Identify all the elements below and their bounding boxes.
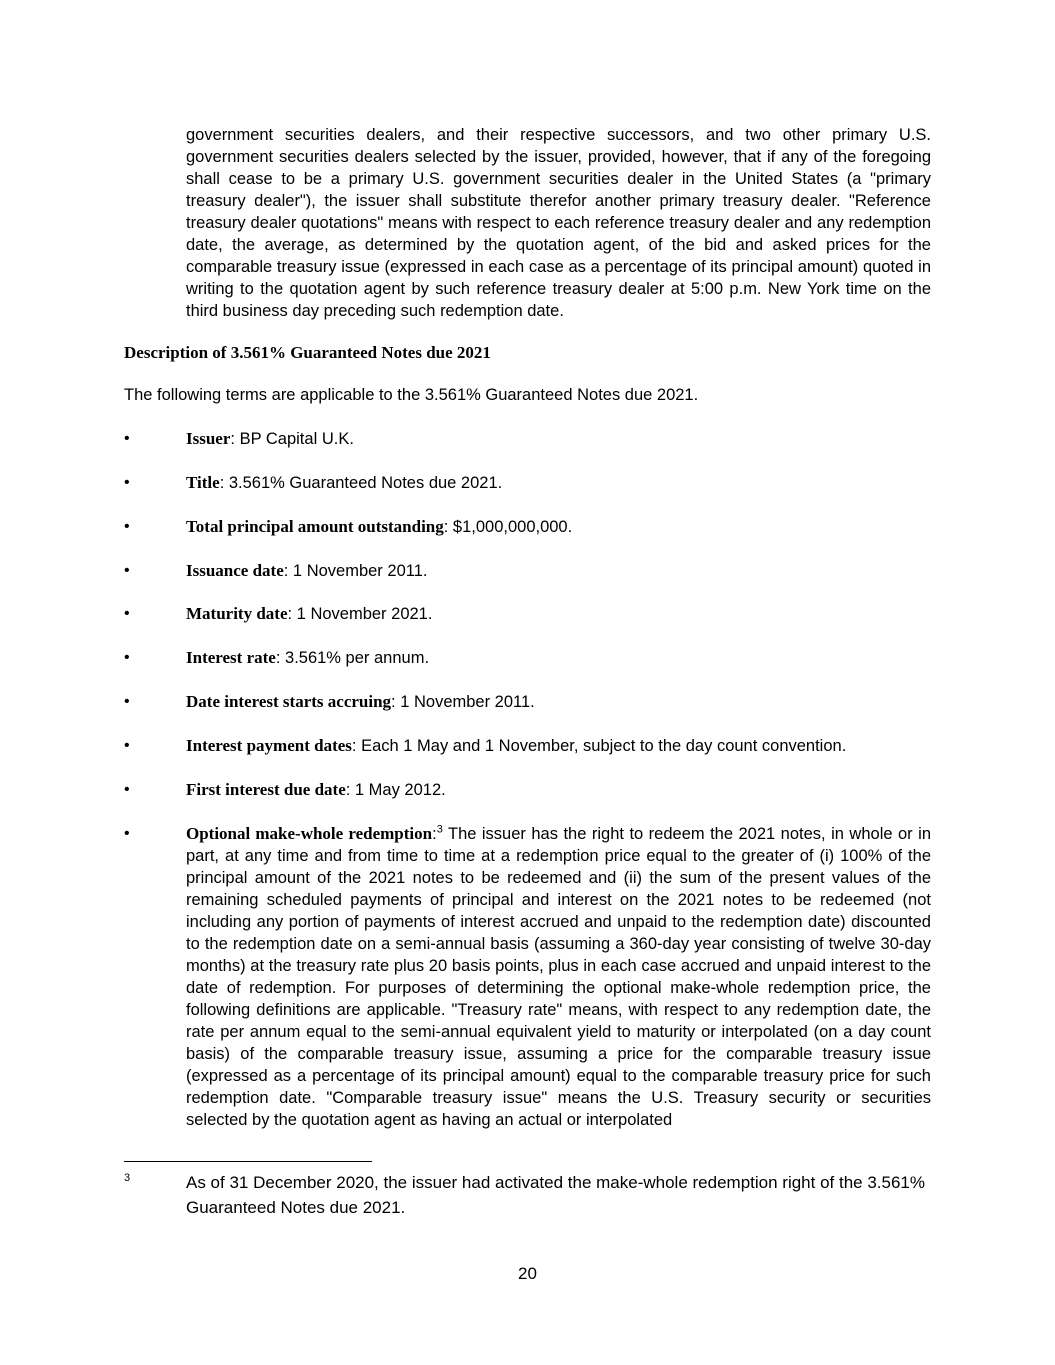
term-label: Interest rate xyxy=(186,648,276,667)
term-label: Total principal amount outstanding xyxy=(186,517,444,536)
bullet-icon: • xyxy=(124,693,130,710)
footnote-separator xyxy=(124,1161,372,1162)
term-label: Issuance date xyxy=(186,561,284,580)
term-label: Issuer xyxy=(186,429,231,448)
bullet-icon: • xyxy=(124,781,130,798)
footnote-reference[interactable]: 3 xyxy=(436,823,443,836)
term-value: : $1,000,000,000. xyxy=(443,518,573,536)
term-value: : 1 November 2021. xyxy=(287,605,433,623)
footnote-text: As of 31 December 2020, the issuer had activated the make-whole redemption right of the 3.561% Guaranteed Notes due 2021. xyxy=(186,1173,925,1217)
bullet-icon: • xyxy=(124,825,130,842)
term-value: : 3.561% per annum. xyxy=(275,649,430,667)
term-value: The issuer has the right to redeem the 2021 notes, in whole or in part, at any time and from time to time at a redemption price equal to the greater of (i) 100% of the principal amount of the 2021 notes to be redeemed and (ii) the sum of the present values of the remaining scheduled payments of principal and interest on the 2021 notes to be redeemed (not including any portion of payments of interest accrued and unpaid to the redemption date) discounted to the redemption date on a semi-annual basis (assuming a 360-day year consisting of twelve 30-day months) at the treasury rate plus 20 basis points, plus in each case accrued and unpaid interest to the date of redemption. For purposes of determining the optional make-whole redemption price, the following definitions are applicable. "Treasury rate" means, with respect to any redemption date, the rate per annum equal to the semi-annual equivalent yield to maturity or interpolated (on a day count basis) of the comparable treasury issue, assuming a price for the comparable treasury issue (expressed as a percentage of its principal amount) equal to the comparable treasury price for such redemption date. "Comparable treasury issue" means the U.S. Treasury security or securities selected by the quotation agent as having an actual or interpolated xyxy=(186,825,931,1129)
page-number: 20 xyxy=(518,1264,537,1283)
bullet-icon: • xyxy=(124,430,130,447)
term-label: Interest payment dates xyxy=(186,736,352,755)
term-label: Title xyxy=(186,473,220,492)
term-value: : 1 May 2012. xyxy=(345,781,446,799)
bullet-icon: • xyxy=(124,518,130,535)
term-label: Date interest starts accruing xyxy=(186,692,392,711)
footnote-number: 3 xyxy=(124,1172,131,1184)
intro-paragraph: The following terms are applicable to the 3.561% Guaranteed Notes due 2021. xyxy=(124,386,699,404)
term-value: : Each 1 May and 1 November, subject to the day count convention. xyxy=(351,737,847,755)
term-label: Maturity date xyxy=(186,604,288,623)
term-label: Optional make-whole redemption xyxy=(186,824,433,843)
bullet-icon: • xyxy=(124,474,130,491)
bullet-icon: • xyxy=(124,605,130,622)
term-value: : 3.561% Guaranteed Notes due 2021. xyxy=(219,474,503,492)
term-colon: : xyxy=(432,825,437,843)
term-value: : 1 November 2011. xyxy=(283,562,428,580)
term-value: : BP Capital U.K. xyxy=(230,430,354,448)
term-value: : 1 November 2011. xyxy=(391,693,535,711)
bullet-icon: • xyxy=(124,737,130,754)
continuation-paragraph: government securities dealers, and their respective successors, and two other primary U.S. government securities dealers selected by the issuer, provided, however, that if any of the foregoing shall cease to be a primary U.S. government securities dealer in the United States (a "primary treasury dealer"), the issuer shall substitute therefor another primary treasury dealer. "Reference treasury dealer quotations" means with respect to each reference treasury dealer and any redemption date, the average, as determined by the quotation agent, of the bid and asked prices for the comparable treasury issue (expressed in each case as a percentage of its principal amount) quoted in writing to the quotation agent by such reference treasury dealer at 5:00 p.m. New York time on the third business day preceding such redemption date. xyxy=(186,126,931,320)
bullet-icon: • xyxy=(124,649,130,666)
section-heading: Description of 3.561% Guaranteed Notes due 2021 xyxy=(124,343,491,362)
bullet-icon: • xyxy=(124,562,130,579)
term-label: First interest due date xyxy=(186,780,346,799)
